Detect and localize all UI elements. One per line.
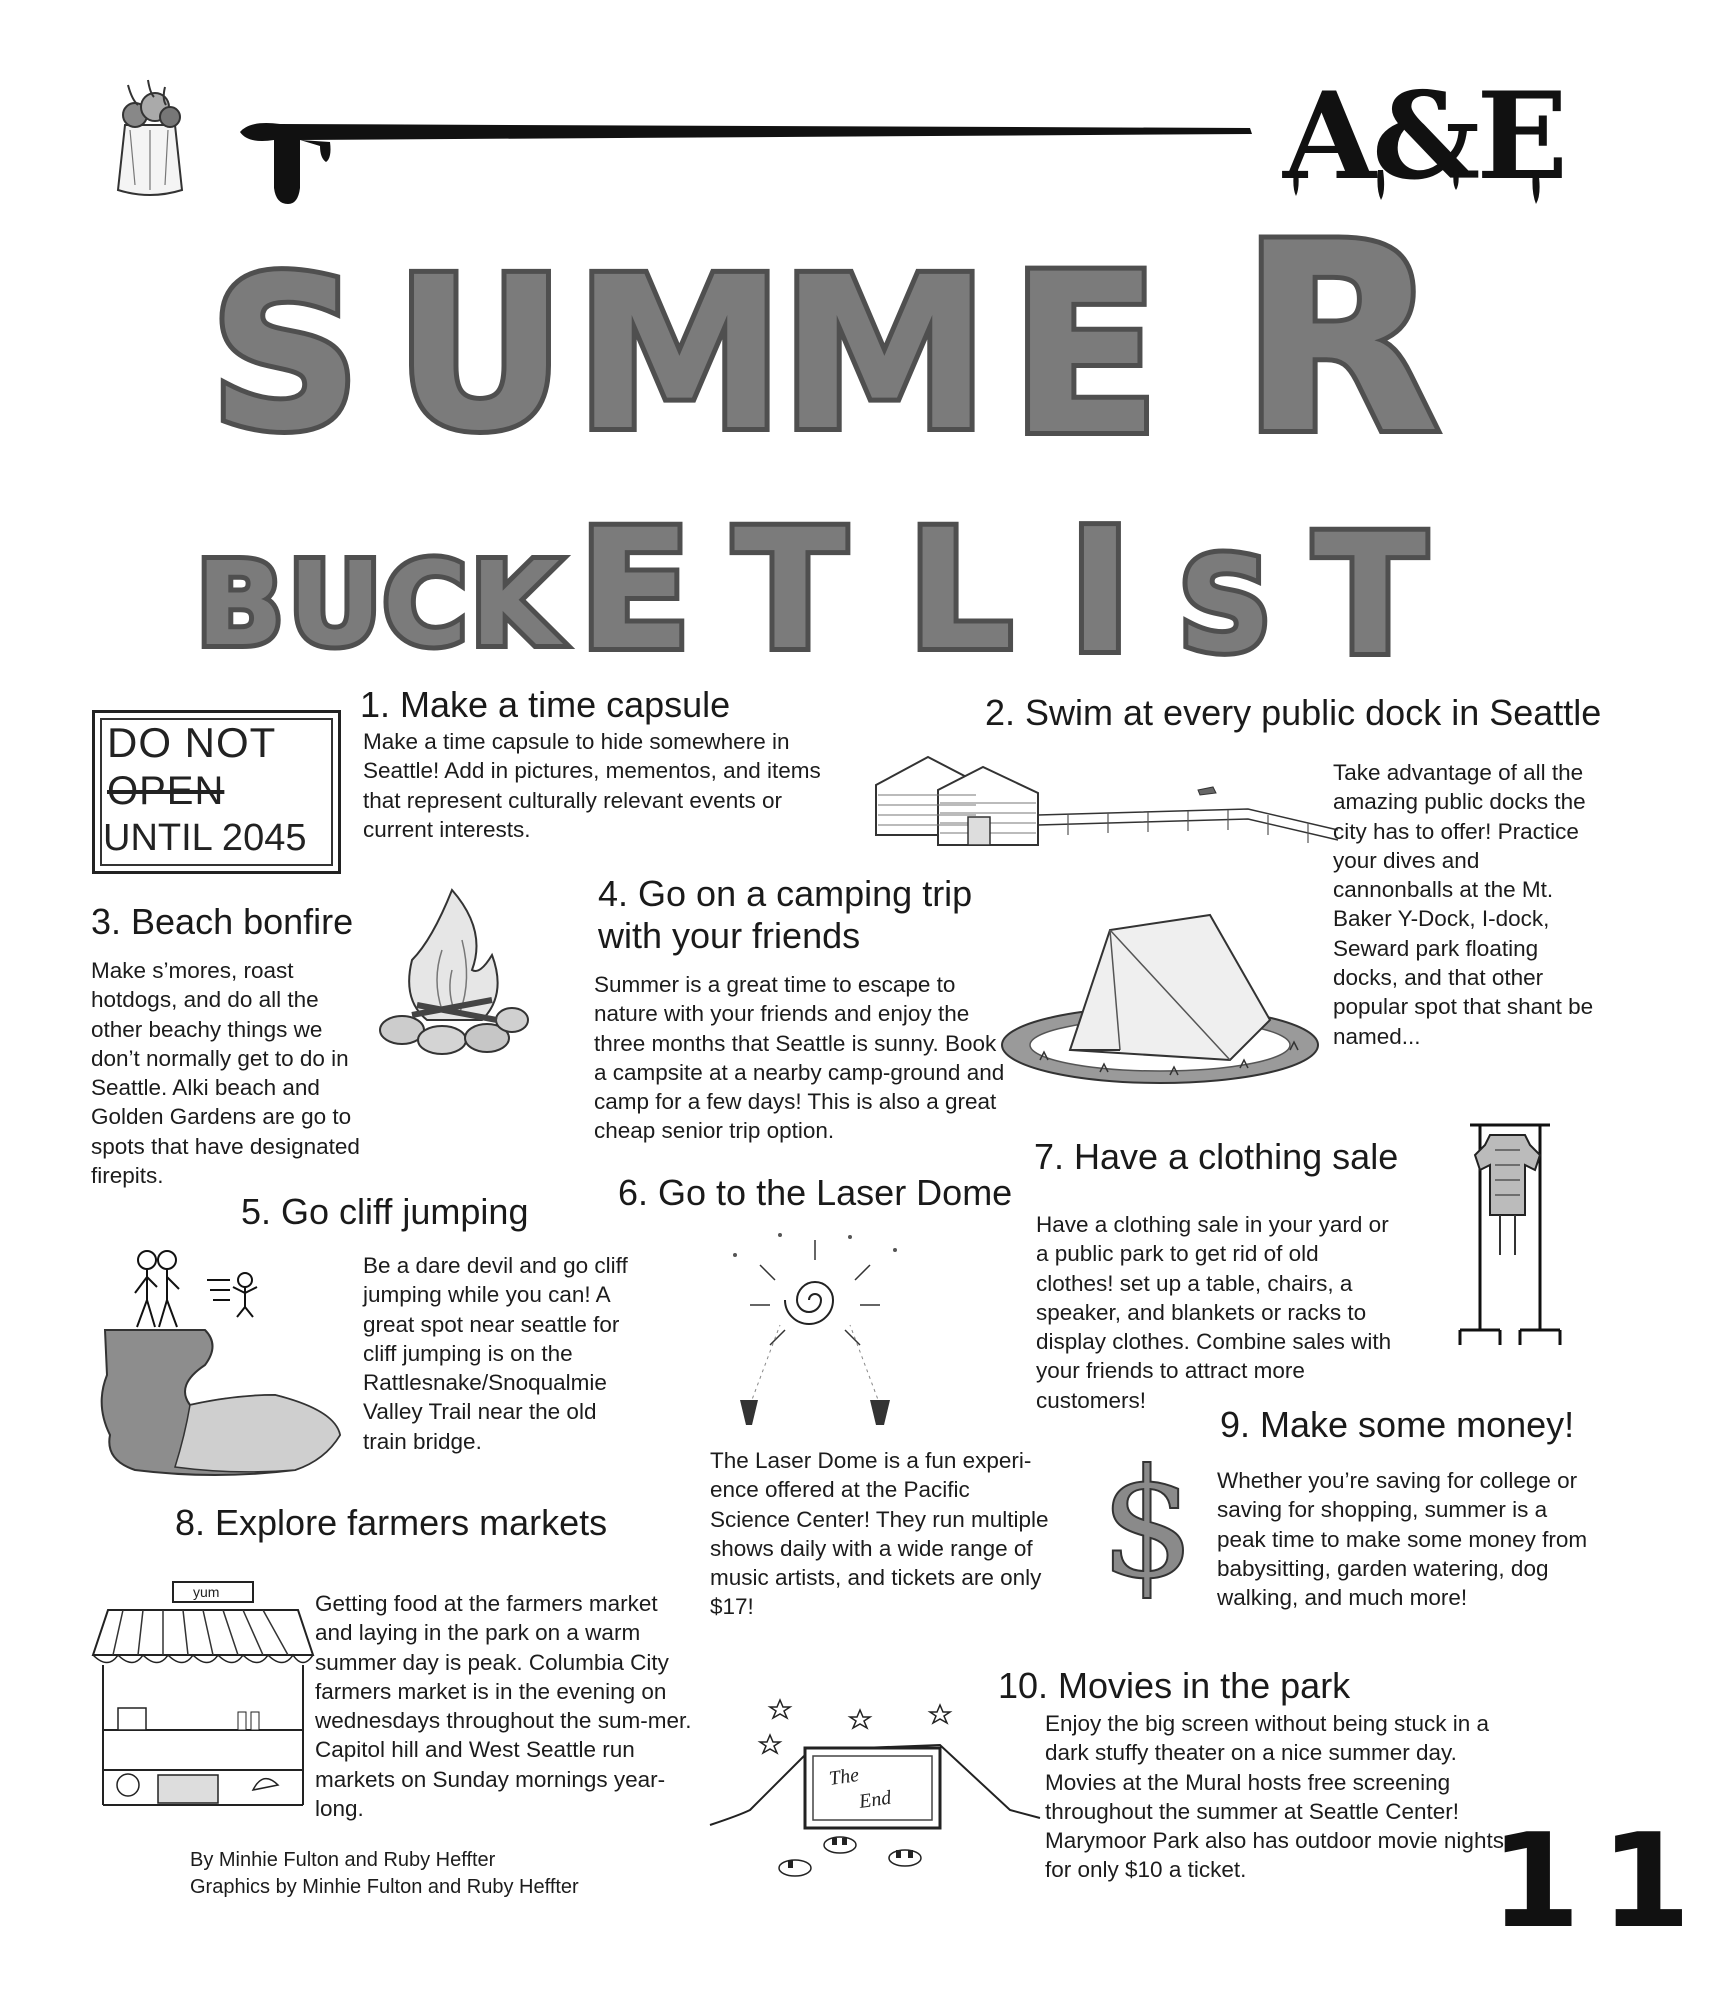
item-6-body: The Laser Dome is a fun experi-ence offered at the Pacific Science Center! They run multiple shows daily with a wide range of music artists, and tickets are only $17!: [710, 1448, 1049, 1620]
boathouse-dock-icon: [868, 735, 1338, 855]
item-4-body: Summer is a great time to escape to nature with your friends and enjoy the three months that Seattle is sunny. Book a campsite at a nearby camp-ground and camp for a few days! This is also a great cheap senior trip option.: [594, 972, 1005, 1144]
headline-letter: T: [1313, 499, 1427, 691]
screen-sign-line2: End: [857, 1786, 893, 1813]
headline-letter: E: [1009, 227, 1161, 483]
item-4-title: 4. Go on a camping trip with your friends: [598, 873, 973, 956]
grocery-bag-icon: [110, 75, 190, 200]
headline-letter: M: [780, 232, 989, 477]
item-7-body: Have a clothing sale in your yard or a public park to get rid of old clothes! set up a table, chairs, a speaker, and blankets or racks to display clothes. Combine sales with your friends to attract more customers!: [1036, 1212, 1392, 1413]
item-2-body: Take advantage of all the amazing public docks the city has to offer! Practice your dives and cannonballs at the Mt. Baker Y-Dock, I-dock, Seward park floating docks, and that other popular spot that shant be named...: [1333, 760, 1594, 1049]
clothing-rack-icon: [1440, 1105, 1580, 1345]
item-6-title: 6. Go to the Laser Dome: [618, 1172, 1013, 1213]
section-label: A&E: [1283, 66, 1564, 207]
byline: By Minhie Fulton and Ruby Heffter: [190, 1849, 496, 1871]
market-stall-icon: [88, 1580, 318, 1810]
headline-letter: U: [394, 232, 566, 477]
tent-icon: [1000, 910, 1322, 1085]
paint-drip-line-icon: [240, 118, 1255, 208]
item-5-body: Be a dare devil and go cliff jumping while you can! A great spot near seattle for cliff jumping is on the Rattlesnake/Snoqualmie Valley Trail near the old train bridge.: [363, 1253, 628, 1454]
headline-letter: B: [196, 538, 284, 672]
campfire-icon: [372, 880, 532, 1070]
headline-letter: K: [470, 538, 560, 672]
headline-letter: M: [575, 232, 784, 477]
item-9-body: Whether you’re saving for college or saving for shopping, summer is a peak time to make some money from babysitting, garden watering, dog walking, and much more!: [1217, 1468, 1588, 1611]
capsule-sign: [92, 710, 341, 874]
page-number: 11: [1490, 1805, 1711, 1957]
item-2-title: 2. Swim at every public dock in Seattle: [985, 692, 1602, 733]
headline-letter: S: [1178, 529, 1272, 681]
movie-screen-icon: [710, 1690, 1040, 1880]
headline-letter: T: [733, 494, 847, 686]
headline-letter: S: [209, 232, 361, 477]
item-3-body: Make s’mores, roast hotdogs, and do all the other beachy things we don’t normally get to do in Seattle. Alki beach and Golden Gardens are go to spots that have designated firepits.: [91, 958, 360, 1189]
laser-projectors-icon: [720, 1225, 910, 1435]
headline-letter: E: [578, 494, 692, 686]
headline-letter: I: [1068, 493, 1132, 691]
item-10-title: 10. Movies in the park: [998, 1665, 1351, 1706]
item-10-body: Enjoy the big screen without being stuck in a dark stuffy theater on a nice summer day. Movies at the Mural hosts free screening throughout the summer at Seattle Center! Marymoor Park also has outdoor movie nights for only $10 a ticket.: [1045, 1711, 1504, 1883]
headline-letter: L: [907, 494, 1013, 686]
headline-letter: U: [288, 538, 382, 672]
item-9-title: 9. Make some money!: [1220, 1404, 1575, 1445]
graphics-credit: Graphics by Minhie Fulton and Ruby Heffter: [190, 1876, 579, 1898]
dollar-sign-icon: $: [1100, 1438, 1196, 1612]
item-5-title: 5. Go cliff jumping: [241, 1191, 529, 1232]
screen-sign-line1: The: [827, 1763, 861, 1790]
item-7-title: 7. Have a clothing sale: [1034, 1136, 1399, 1177]
capsule-sign-line2: OPEN: [107, 769, 225, 813]
item-8-title: 8. Explore farmers markets: [175, 1502, 608, 1543]
stall-sign-text: yum: [193, 1584, 220, 1600]
headline-letter: C: [382, 538, 468, 672]
item-1-title: 1. Make a time capsule: [360, 684, 731, 725]
cliff-jumpers-icon: [95, 1245, 345, 1480]
item-3-title: 3. Beach bonfire: [91, 901, 354, 942]
capsule-sign-line3: UNTIL 2045: [103, 817, 307, 859]
capsule-sign-line1: DO NOT: [107, 719, 277, 766]
item-8-body: Getting food at the farmers market and laying in the park on a warm summer day is peak. Columbia City farmers market is in the evening on wednesdays throughout the sum-mer. Capitol hill and West Seattle run markets on Sunday mornings year-long.: [315, 1591, 692, 1822]
headline-letter: R: [1239, 189, 1441, 491]
item-1-body: Make a time capsule to hide somewhere in Seattle! Add in pictures, mementos, and items that represent culturally relevant events or current interests.: [363, 729, 821, 842]
